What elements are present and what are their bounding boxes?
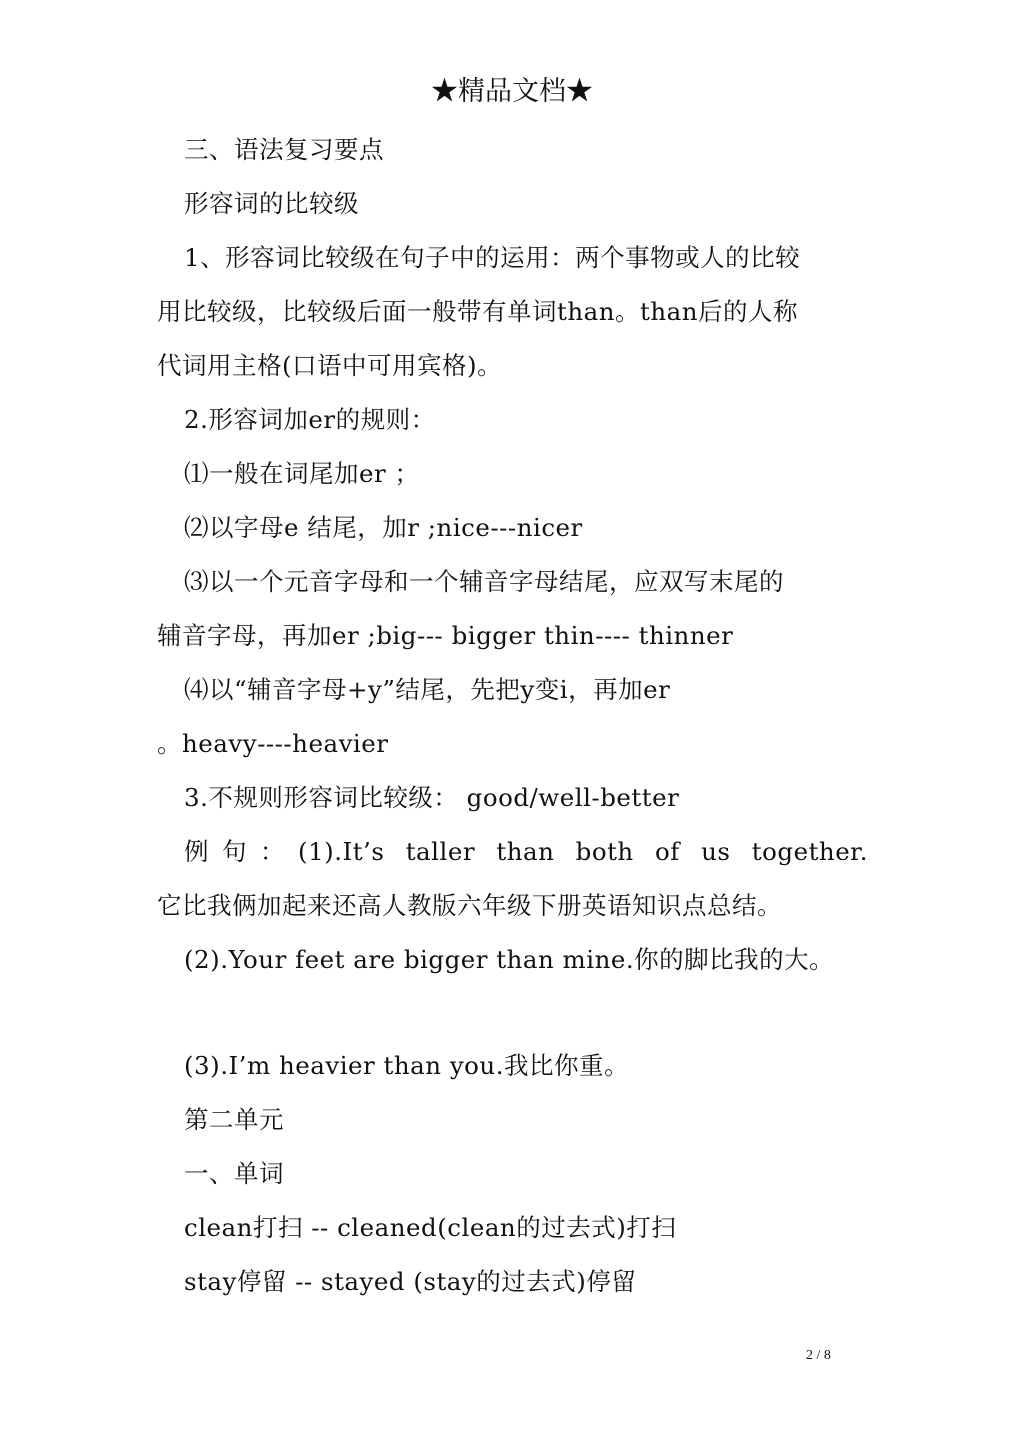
rule-item: ⑵以字母e 结尾，加r ;nice---nicer: [184, 513, 583, 542]
vocabulary-item: clean打扫 -- cleaned(clean的过去式)打扫: [184, 1213, 677, 1242]
example-translation: 它比我俩加起来还高人教版六年级下册英语知识点总结。: [157, 891, 782, 920]
rule-item: ⑶以一个元音字母和一个辅音字母结尾，应双写末尾的: [184, 567, 784, 596]
rule-item: 3.不规则形容词比较级： good/well-better: [184, 783, 680, 812]
example-sentence: (3).I’m heavier than you.我比你重。: [184, 1051, 629, 1080]
rule-heading: 2.形容词加er的规则：: [184, 405, 436, 434]
topic-heading-comparative: 形容词的比较级: [184, 189, 359, 218]
page-header-title: ★精品文档★: [431, 76, 593, 107]
paragraph-line: 1、形容词比较级在句子中的运用：两个事物或人的比较: [184, 243, 801, 272]
rule-item: ⑷以“辅音字母+y”结尾，先把y变i，再加er: [184, 675, 671, 704]
unit-heading: 第二单元: [184, 1105, 284, 1134]
example-sentence: (2).Your feet are bigger than mine.你的脚比我的大。: [184, 945, 835, 974]
paragraph-line: 代词用主格(口语中可用宾格)。: [157, 351, 503, 380]
section-heading-vocabulary: 一、单词: [184, 1159, 284, 1188]
rule-item-continued: 辅音字母，再加er ;big--- bigger thin---- thinner: [157, 621, 734, 650]
vocabulary-item: stay停留 -- stayed (stay的过去式)停留: [184, 1267, 637, 1296]
page-number: 2 / 8: [806, 1348, 831, 1363]
section-heading-grammar: 三、语法复习要点: [184, 135, 384, 164]
rule-item-continued: 。heavy----heavier: [157, 729, 389, 758]
example-sentence: 例句：(1).It’s taller than both of us together.: [184, 837, 868, 866]
rule-item: ⑴一般在词尾加er ；: [184, 459, 420, 488]
paragraph-line: 用比较级，比较级后面一般带有单词than。than后的人称: [157, 297, 799, 326]
